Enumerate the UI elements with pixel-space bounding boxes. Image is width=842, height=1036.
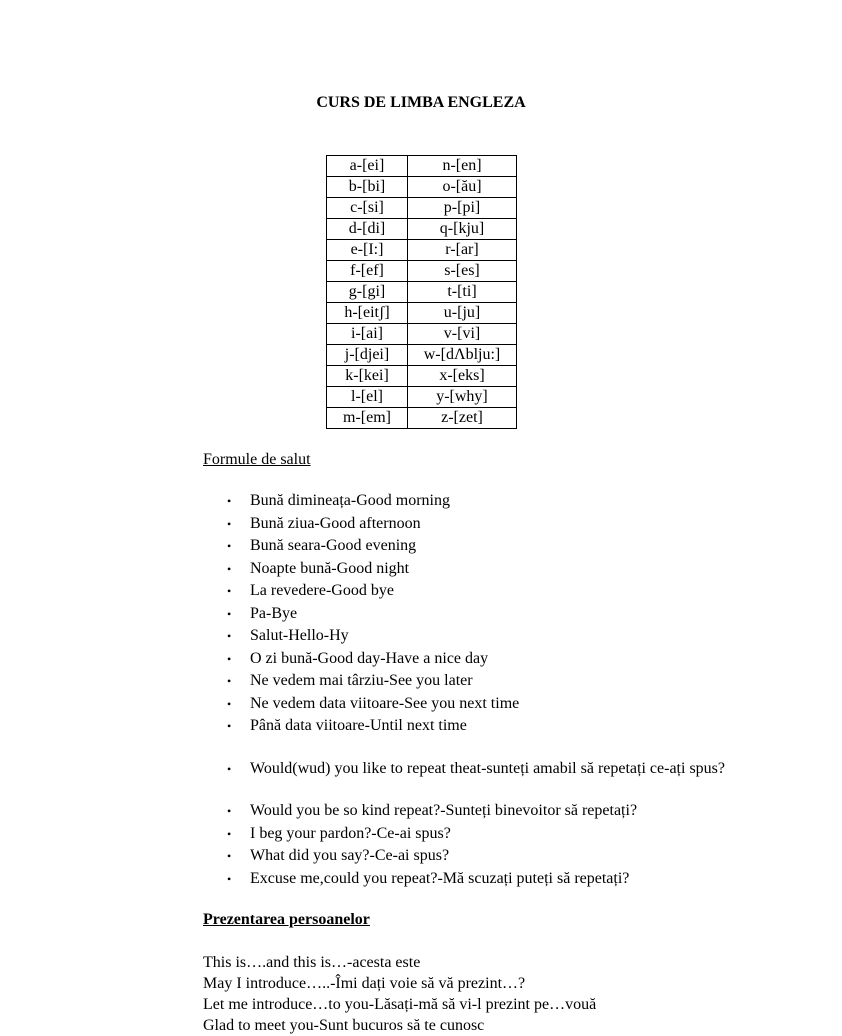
list-item-text: Bună seara-Good evening (250, 537, 417, 554)
greetings-heading: Formule de salut (203, 451, 311, 468)
alphabet-cell: c-[si] (327, 198, 408, 219)
alphabet-row (327, 261, 517, 282)
bullet-icon: • (227, 561, 232, 576)
introductions-lines (203, 952, 596, 1036)
alphabet-cell: j-[djei] (327, 345, 408, 366)
intro-line: This is….and this is…-acesta este (203, 954, 421, 971)
list-item (203, 823, 637, 846)
alphabet-cell: u-[ju] (408, 303, 517, 324)
page-title: CURS DE LIMBA ENGLEZA (316, 94, 526, 111)
intro-line: Let me introduce…to you-Lăsați-mă să vi-l prezint pe…vouă (203, 996, 597, 1013)
alphabet-row (327, 177, 517, 198)
alphabet-cell: d-[di] (327, 219, 408, 240)
alphabet-cell: x-[eks] (408, 366, 517, 387)
list-item-text: Până data viitoare-Until next time (250, 717, 467, 734)
list-item (203, 715, 519, 738)
bullet-icon: • (227, 871, 232, 886)
alphabet-cell: y-[why] (408, 387, 517, 408)
phrase-wrapped-item (203, 758, 743, 780)
alphabet-row (327, 345, 517, 366)
alphabet-row (327, 219, 517, 240)
bullet-icon: • (227, 826, 232, 841)
list-item (203, 670, 519, 693)
list-item (203, 800, 637, 823)
alphabet-cell: f-[ef] (327, 261, 408, 282)
bullet-icon: • (227, 849, 232, 863)
alphabet-row (327, 366, 517, 387)
list-item (203, 625, 519, 648)
intro-line: May I introduce…..-Îmi dați voie să vă prezint…? (203, 975, 526, 992)
alphabet-cell: q-[kju] (408, 219, 517, 240)
list-item (203, 868, 637, 891)
list-item-text: Would you be so kind repeat?-Sunteți binevoitor să repetați? (250, 802, 638, 819)
bullet-icon: • (227, 516, 232, 531)
alphabet-cell: s-[es] (408, 261, 517, 282)
list-item-text: La revedere-Good bye (250, 582, 394, 599)
alphabet-row (327, 408, 517, 429)
alphabet-cell: z-[zet] (408, 408, 517, 429)
phrases-list (203, 800, 637, 890)
list-item-text: Salut-Hello-Hy (250, 627, 349, 644)
list-item (203, 490, 519, 513)
bullet-icon: • (227, 674, 232, 688)
alphabet-cell: b-[bi] (327, 177, 408, 198)
alphabet-row (327, 198, 517, 219)
list-item-text: Bună ziua-Good afternoon (250, 514, 421, 532)
alphabet-cell: v-[vi] (408, 324, 517, 345)
alphabet-cell: t-[ti] (408, 282, 517, 303)
list-item-text: Noapte bună-Good night (250, 559, 410, 577)
alphabet-cell: r-[ar] (408, 240, 517, 261)
list-item (203, 513, 519, 536)
alphabet-row (327, 303, 517, 324)
alphabet-cell: e-[I:] (327, 240, 408, 261)
list-item-text: Ne vedem data viitoare-See you next time (250, 694, 520, 712)
alphabet-cell: i-[ai] (327, 324, 408, 345)
greetings-list (203, 490, 519, 738)
bullet-icon: • (227, 584, 232, 598)
list-item-text: Ne vedem mai târziu-See you later (250, 672, 473, 689)
intro-line: Glad to meet you-Sunt bucuros să te cunosc (203, 1017, 485, 1034)
alphabet-cell: o-[ău] (408, 177, 517, 198)
alphabet-cell: g-[gi] (327, 282, 408, 303)
bullet-icon: • (227, 696, 232, 711)
alphabet-cell: a-[ei] (327, 156, 408, 177)
alphabet-cell: n-[en] (408, 156, 517, 177)
alphabet-cell: p-[pi] (408, 198, 517, 219)
bullet-icon: • (227, 606, 232, 621)
list-item (203, 693, 519, 716)
alphabet-row (327, 156, 517, 177)
alphabet-cell: w-[dΛblju:] (408, 345, 517, 366)
list-item (203, 603, 519, 626)
alphabet-cell: l-[el] (327, 387, 408, 408)
introductions-heading: Prezentarea persoanelor (203, 911, 370, 928)
phrase-wrapped-text: Would(wud) you like to repeat theat-sunteți amabil să repetați ce-ați spus? (250, 760, 725, 777)
bullet-icon: • (227, 719, 232, 733)
bullet-icon: • (227, 762, 232, 776)
list-item (203, 648, 519, 671)
list-item (203, 580, 519, 603)
bullet-icon: • (227, 651, 232, 666)
alphabet-cell: h-[eitʃ] (327, 303, 408, 324)
list-item (203, 535, 519, 558)
alphabet-row (327, 282, 517, 303)
list-item-text: Bună dimineața-Good morning (250, 492, 450, 509)
list-item (203, 845, 637, 868)
list-item-text: I beg your pardon?-Ce-ai spus? (250, 824, 451, 842)
alphabet-row (327, 240, 517, 261)
alphabet-row (327, 324, 517, 345)
bullet-icon: • (227, 539, 232, 553)
list-item-text: Excuse me,could you repeat?-Mă scuzați puteți să repetați? (250, 869, 630, 887)
bullet-icon: • (227, 629, 232, 643)
bullet-icon: • (227, 494, 232, 508)
list-item-text: O zi bună-Good day-Have a nice day (250, 649, 489, 667)
alphabet-cell: m-[em] (327, 408, 408, 429)
list-item (203, 558, 519, 581)
alphabet-table (326, 155, 517, 429)
alphabet-row (327, 387, 517, 408)
alphabet-cell: k-[kei] (327, 366, 408, 387)
list-item-text: Pa-Bye (250, 604, 298, 622)
bullet-icon: • (227, 804, 232, 818)
list-item-text: What did you say?-Ce-ai spus? (250, 847, 450, 864)
